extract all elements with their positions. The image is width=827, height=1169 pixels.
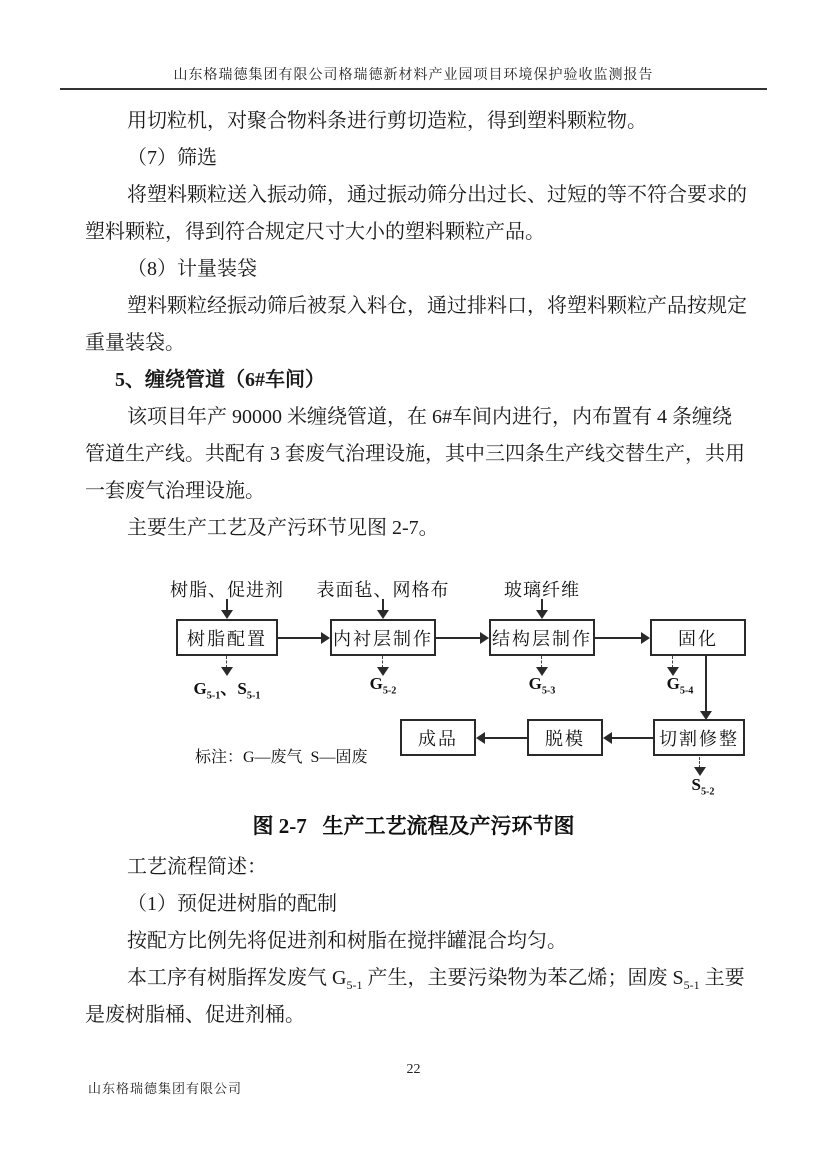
- connector-curing-to-cutting-line: [705, 656, 707, 712]
- flow-arrow-line-2: [436, 637, 481, 639]
- flow-arrow-line-demolding-product: [485, 737, 527, 739]
- flow-box-demolding: 脱模: [527, 719, 603, 756]
- section-heading: 5、缠绕管道（6#车间）: [115, 369, 325, 391]
- paragraph: 主要生产工艺及产污环节见图 2-7。: [127, 517, 439, 539]
- paragraph: 该项目年产 90000 米缠绕管道，在 6#车间内进行，内布置有 4 条缠绕管道生产线。共配有 3 套废气治理设施，其中三四条生产线交替生产，共用一套废气治理设施。: [85, 406, 745, 502]
- emission-label-g53: $G_{5-3}$: [528, 674, 556, 697]
- paragraph: 用切粒机，对聚合物料条进行剪切造粒，得到塑料颗粒物。: [127, 110, 647, 132]
- flow-box-product: 成品: [400, 719, 476, 756]
- body-paragraphs-bottom: [85, 849, 750, 1034]
- flow-arrow-line-cutting-demolding: [612, 737, 653, 739]
- flow-arrow-line-1: [278, 637, 322, 639]
- page-header-title: 山东格瑞德集团有限公司格瑞德新材料产业园项目环境保护验收监测报告: [173, 68, 654, 83]
- input-label-glass-fiber: 玻璃纤维: [504, 580, 580, 600]
- paragraph: 按配方比例先将促进剂和树脂在搅拌罐混合均匀。: [127, 930, 567, 952]
- flow-box-curing: 固化: [650, 619, 746, 656]
- emission-label-s52: $S_{5-2}$: [691, 775, 715, 798]
- flow-arrow-head-2: [480, 632, 489, 644]
- header-rule: [60, 88, 767, 90]
- emission-label-g52: $G_{5-2}$: [369, 674, 397, 697]
- flow-box-resin-prep: 树脂配置: [176, 619, 278, 656]
- figure-caption: 图 2-7 生产工艺流程及产污环节图: [252, 814, 575, 838]
- flow-box-structural-layer: 结构层制作: [489, 619, 595, 656]
- emission-label-g54: $G_{5-4}$: [666, 674, 694, 697]
- input-arrow-head-1: [221, 610, 233, 619]
- paragraph: 本工序有树脂挥发废气 $G_{5-1}$ 产生，主要污染物为苯乙烯；固废 $S_{5-1}$ 主要是废树脂桶、促进剂桶。: [85, 967, 745, 1026]
- flow-box-cutting-trimming: 切割修整: [653, 719, 745, 756]
- diagram-legend: 标注：G—废气 S—固废: [195, 749, 368, 766]
- flow-arrow-head-1: [321, 632, 330, 644]
- emission-label-g51-s51: $G_{5-1}$、$S_{5-1}$: [193, 679, 261, 702]
- flow-box-liner-making: 内衬层制作: [330, 619, 436, 656]
- input-label-surface-mat-mesh: 表面毡、网格布: [316, 580, 450, 600]
- flow-arrow-line-3: [595, 637, 642, 639]
- body-paragraphs-top: [85, 103, 750, 547]
- paragraph: （8）计量装袋: [127, 258, 257, 280]
- paragraph: （1）预促进树脂的配制: [127, 893, 337, 915]
- paragraph: 将塑料颗粒送入振动筛，通过振动筛分出过长、过短的等不符合要求的塑料颗粒，得到符合规定尺寸大小的塑料颗粒产品。: [85, 184, 747, 243]
- footer-company: 山东格瑞德集团有限公司: [88, 1081, 243, 1096]
- paragraph: （7）筛选: [127, 147, 217, 169]
- flow-arrow-head-cutting-demolding: [603, 732, 612, 744]
- paragraph: 工艺流程简述：: [127, 856, 267, 878]
- flow-arrow-head-3: [641, 632, 650, 644]
- page-number: 22: [406, 1062, 421, 1077]
- input-arrow-head-3: [536, 610, 548, 619]
- flow-arrow-head-demolding-product: [476, 732, 485, 744]
- paragraph: 塑料颗粒经振动筛后被泵入料仓，通过排料口，将塑料颗粒产品按规定重量装袋。: [85, 295, 747, 354]
- input-label-resin-accelerator: 树脂、促进剂: [170, 580, 284, 600]
- process-flow-diagram: [0, 556, 827, 806]
- input-arrow-head-2: [377, 610, 389, 619]
